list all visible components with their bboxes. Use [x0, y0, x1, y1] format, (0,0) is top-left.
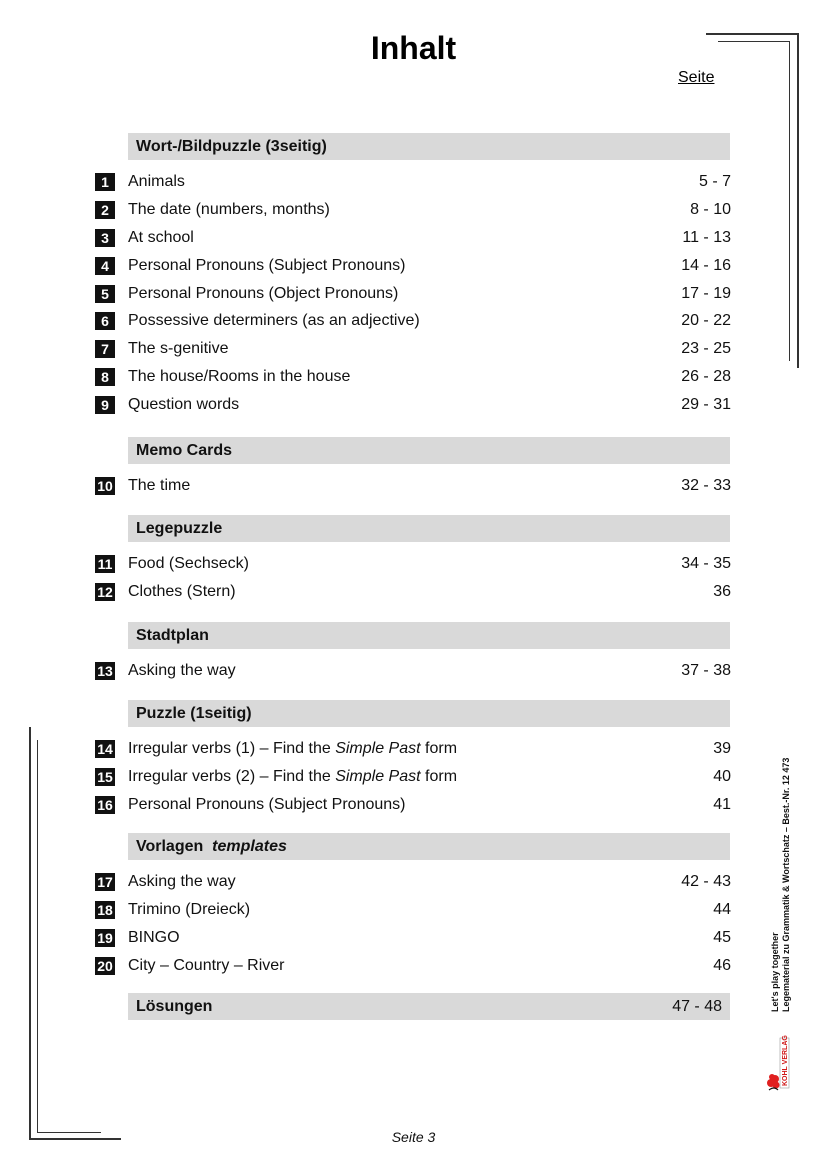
entry-label [128, 740, 457, 758]
entry-pages: 46 [713, 957, 731, 974]
side-series-title: Let's play together [770, 932, 780, 1012]
section-title-text: Vorlagen [136, 838, 204, 855]
entry-pages: 45 [713, 929, 731, 946]
section-title: Lösungen [136, 998, 213, 1015]
entry-number-badge: 14 [95, 740, 115, 758]
section-header [128, 515, 730, 542]
entry-number-badge: 2 [95, 201, 115, 219]
entry-label: City – Country – River [128, 957, 285, 974]
toc-entry[interactable] [95, 339, 731, 361]
entry-number-badge: 1 [95, 173, 115, 191]
frame-bottom-left-v1 [29, 727, 31, 1140]
entry-label: Asking the way [128, 662, 236, 679]
frame-top-right-v2 [789, 41, 790, 361]
section-header [128, 133, 730, 160]
entry-number-badge: 17 [95, 873, 115, 891]
entry-number-badge: 18 [95, 901, 115, 919]
toc-entry[interactable] [95, 284, 731, 306]
publisher-logo-icon [766, 1020, 802, 1092]
entry-label: The s-genitive [128, 340, 229, 357]
toc-entry[interactable] [95, 956, 731, 978]
entry-label: The date (numbers, months) [128, 201, 330, 218]
page-column-header: Seite [678, 69, 715, 86]
section-title-emphasis: templates [212, 838, 287, 855]
svg-text:KOHL VERLAG: KOHL VERLAG [782, 1035, 789, 1086]
toc-entry[interactable] [95, 367, 731, 389]
entry-label-text: form [420, 740, 458, 757]
toc-entry[interactable] [95, 928, 731, 950]
entry-label-emphasis: Simple Past [335, 740, 421, 757]
entry-label: Question words [128, 396, 240, 413]
section-title: Legepuzzle [136, 520, 223, 537]
entry-label: Personal Pronouns (Object Pronouns) [128, 285, 399, 302]
entry-pages: 29 - 31 [681, 396, 731, 413]
toc-entry[interactable] [95, 172, 731, 194]
toc-entry[interactable] [95, 582, 731, 604]
entry-label: At school [128, 229, 194, 246]
toc-entry[interactable] [95, 311, 731, 333]
frame-bottom-left-v2 [37, 740, 38, 1133]
toc-entry[interactable] [95, 739, 731, 761]
page-number-footer: Seite 3 [391, 1129, 436, 1145]
entry-pages: 36 [713, 583, 731, 600]
toc-entry[interactable] [95, 395, 731, 417]
section-pages: 47 - 48 [672, 998, 722, 1015]
section-header [128, 833, 730, 860]
entry-label: Personal Pronouns (Subject Pronouns) [128, 257, 406, 274]
entry-number-badge: 20 [95, 957, 115, 975]
entry-number-badge: 6 [95, 312, 115, 330]
section-title: Wort-/Bildpuzzle (3seitig) [136, 138, 327, 155]
side-book-title: Legematerial zu Grammatik & Wortschatz – Best.-Nr. 12 473 [781, 757, 791, 1012]
entry-pages: 34 - 35 [681, 555, 731, 572]
section-header [128, 622, 730, 649]
entry-label-text: Irregular verbs (2) – Find the [128, 768, 336, 785]
entry-label: Trimino (Dreieck) [128, 901, 251, 918]
entry-label: Personal Pronouns (Subject Pronouns) [128, 796, 406, 813]
entry-number-badge: 8 [95, 368, 115, 386]
entry-number-badge: 7 [95, 340, 115, 358]
entry-label: Possessive determiners (as an adjective) [128, 312, 420, 329]
side-publication-info [770, 722, 810, 1012]
entry-pages: 5 - 7 [698, 173, 731, 190]
entry-pages: 20 - 22 [681, 312, 731, 329]
section-title: Stadtplan [136, 627, 209, 644]
entry-label [128, 768, 457, 786]
entry-pages: 14 - 16 [681, 257, 731, 274]
entry-number-badge: 4 [95, 257, 115, 275]
entry-label: Clothes (Stern) [128, 583, 236, 600]
section-title [136, 838, 287, 856]
toc-entry[interactable] [95, 554, 731, 576]
section-header [128, 437, 730, 464]
entry-label: BINGO [128, 929, 180, 946]
toc-entry[interactable] [95, 228, 731, 250]
frame-top-right-v1 [797, 33, 799, 368]
entry-label-emphasis: Simple Past [335, 768, 421, 785]
entry-number-badge: 13 [95, 662, 115, 680]
entry-number-badge: 15 [95, 768, 115, 786]
entry-pages: 41 [713, 796, 731, 813]
publisher-logo [766, 1020, 802, 1092]
section-header [128, 700, 730, 727]
entry-label: Food (Sechseck) [128, 555, 249, 572]
entry-pages: 8 - 10 [690, 201, 731, 218]
entry-number-badge: 9 [95, 396, 115, 414]
page-title: Inhalt [370, 30, 457, 66]
section-title: Memo Cards [136, 442, 233, 459]
toc-entry[interactable] [95, 256, 731, 278]
entry-number-badge: 19 [95, 929, 115, 947]
entry-number-badge: 3 [95, 229, 115, 247]
toc-entry[interactable] [95, 795, 731, 817]
toc-entry[interactable] [95, 476, 731, 498]
entry-number-badge: 11 [95, 555, 115, 573]
entry-pages: 26 - 28 [681, 368, 731, 385]
entry-number-badge: 16 [95, 796, 115, 814]
entry-pages: 23 - 25 [681, 340, 731, 357]
entry-label: The house/Rooms in the house [128, 368, 351, 385]
toc-entry[interactable] [95, 661, 731, 683]
toc-entry[interactable] [95, 900, 731, 922]
entry-pages: 42 - 43 [681, 873, 731, 890]
entry-pages: 11 - 13 [682, 229, 731, 246]
toc-entry[interactable] [95, 767, 731, 789]
entry-pages: 39 [713, 740, 731, 757]
entry-label: Asking the way [128, 873, 236, 890]
entry-label: Animals [128, 173, 185, 190]
section-header[interactable] [128, 993, 730, 1020]
entry-label-text: Irregular verbs (1) – Find the [128, 740, 336, 757]
entry-pages: 17 - 19 [681, 285, 731, 302]
toc-entry[interactable] [95, 872, 731, 894]
entry-pages: 32 - 33 [681, 477, 731, 494]
entry-label-text: form [420, 768, 458, 785]
entry-number-badge: 12 [95, 583, 115, 601]
entry-number-badge: 10 [95, 477, 115, 495]
entry-label: The time [128, 477, 191, 494]
entry-pages: 44 [713, 901, 731, 918]
entry-pages: 37 - 38 [681, 662, 731, 679]
toc-entry[interactable] [95, 200, 731, 222]
section-title: Puzzle (1seitig) [136, 705, 252, 722]
entry-number-badge: 5 [95, 285, 115, 303]
entry-pages: 40 [713, 768, 731, 785]
